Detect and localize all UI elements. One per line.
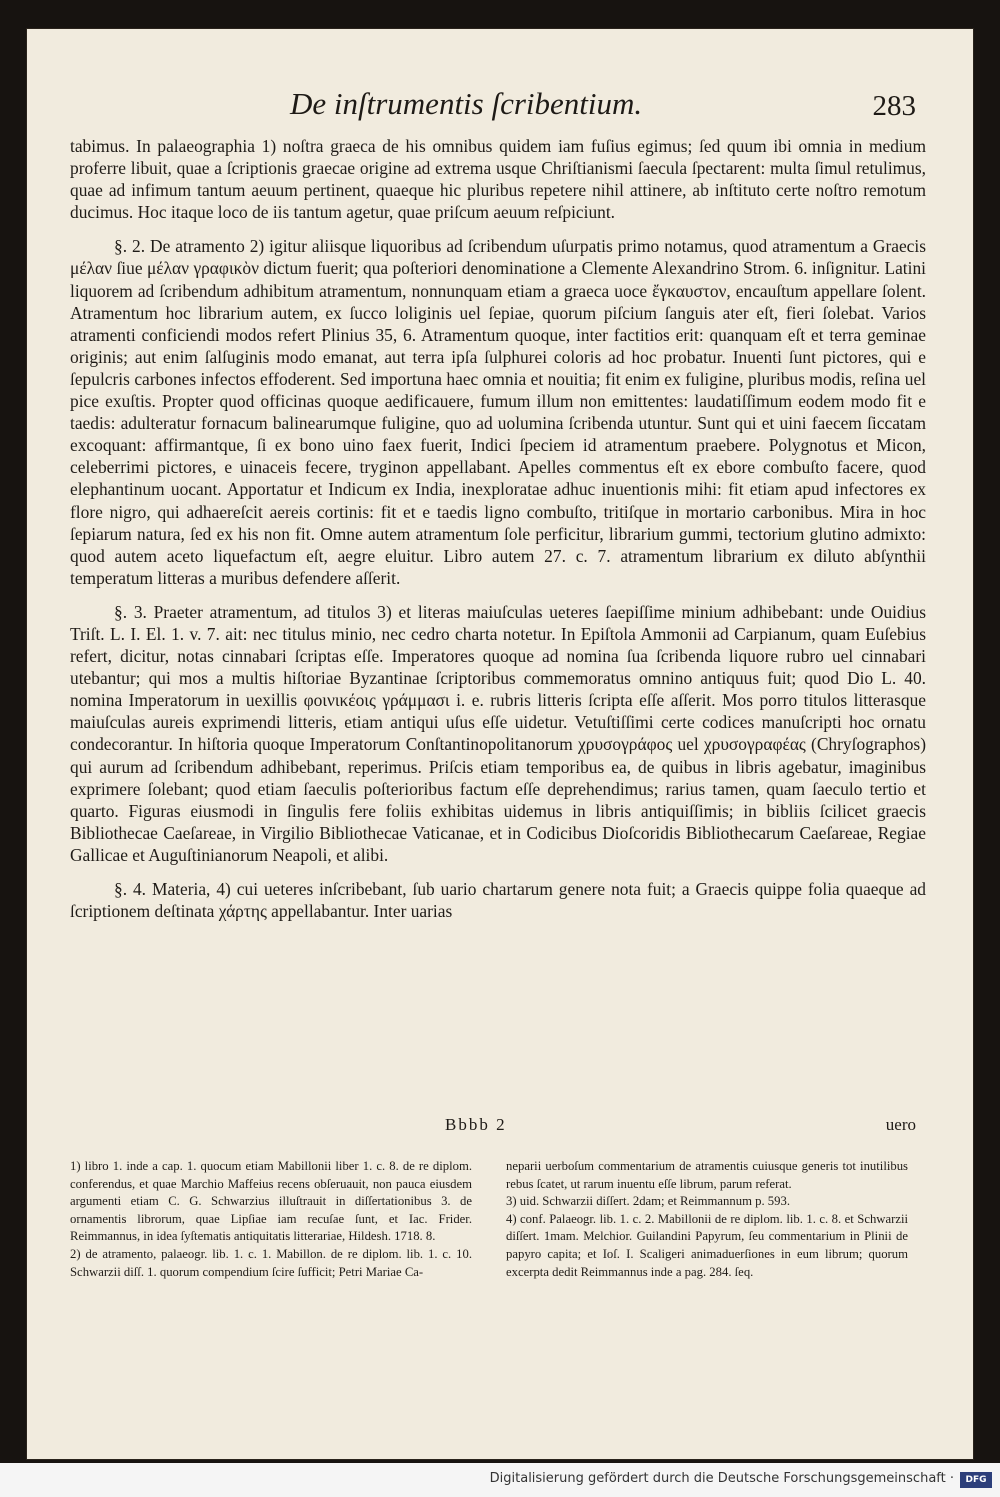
catchword: uero (885, 1115, 916, 1134)
footnotes-left-column (70, 1158, 472, 1281)
printer-signature: Bbbb 2 (445, 1115, 507, 1134)
paragraph-section-2: §. 2. De atramento 2) igitur aliisque liquoribus ad ſcribendum uſurpatis primo notamus, quod atramentum a Graecis μέλαν ſiue μέλαν γραφικὸν dictum fuerit; qua poſteriori denominatione a Clemente Alexandrino Strom. 6. inſignitur. Latini liquorem ad ſcribendum adhibitum atramentum, nonnunquam etiam a graeca uoce ἔγκαυστον, encauſtum appellare ſolent. Atramentum hoc librarium autem, ex ſucco loliginis uel ſepiae, quorum piſcium ſanguis ater eſt, fieri ſolebat. Varios atramenti conficiendi modos refert Plinius 35, 6. Atramentum quoque, inter factitios erit: quanquam eſt et terra geminae originis; aut enim ſalſuginis modo emanat, aut terra ipſa ſulphurei coloris ad hoc probatur. Inuenti ſunt pictores, qui e ſepulcris carbones infectos effoderent. Sed importuna haec omnia et nouitia; fit enim ex fuligine, pluribus modis, reſina uel pice exuſtis. Propter quod officinas quoque aedificauere, fumum illum non emittentes: laudatiſſimum eodem modo fit e taedis: adulteratur fornacum balinearumque fuligine, quo ad uolumina ſcribenda utuntur. Sunt qui et uini faecem ſiccatam excoquant: affirmantque, ſi ex bono uino faex fuerit, Indici ſpeciem id atramentum praebere. Polygnotus et Micon, celeberrimi pictores, e uinaceis fecere, tryginon appellabant. Apelles commentus eſt ex ebore combuſto facere, quod elephantinum uocant. Apportatur et Indicum ex India, inexploratae adhuc inuentionis mihi: fit etiam apud infectores ex flore nigro, qui adhaereſcit aereis cortinis: fit et e taedis ligno combuſto, tritiſque in mortario carbonibus. Mira in hoc ſepiarum natura, ſed ex his non fit. Omne autem atramentum ſole perficitur, librarium gummi, tectorium glutino admixto: quod autem aceto liquefactum eſt, aegre eluitur. Libro autem 27. c. 7. atramentum librarium ex diluto abſynthii temperatum litteras a muribus defendere aſſerit. (70, 236, 926, 588)
running-title: De inſtrumentis ſcribentium. (290, 86, 643, 121)
footnote-1: 1) libro 1. inde a cap. 1. quocum etiam Mabillonii liber 1. c. 8. de re diplom. conferendus, et quae Marchio Maffeius recens obſeruauit, non pauca eiusdem argumenti etiam C. G. Schwarzius illuſtrauit in diſſertationibus 3. de ornamentis librorum, quae Lipſiae iam recuſae ſunt, et Iac. Frider. Reimmannus, in idea ſyſtematis antiquitatis litterariae, Hildesh. 1718. 8. (70, 1159, 472, 1244)
footer-bar (0, 1463, 1000, 1497)
paragraph-section-4: §. 4. Materia, 4) cui ueteres inſcribebant, ſub uario chartarum genere nota fuit; a Graecis quippe folia quaeque ad ſcriptionem deſtinata χάρτης appellabantur. Inter uarias (70, 879, 926, 922)
footnote-3: 3) uid. Schwarzii diſſert. 2dam; et Reimmannum p. 593. (506, 1194, 791, 1209)
footnotes-right-column (506, 1158, 908, 1281)
footnote-2-continued: neparii uerboſum commentarium de atramentis cuiusque generis tot inutilibus rebus ſcatet, ut rarum inuentu eſſe librum, parum referat. (506, 1159, 908, 1191)
page-number: 283 (872, 90, 916, 122)
dfg-logo: DFG (960, 1472, 992, 1488)
main-text (70, 135, 926, 922)
paragraph-section-3: §. 3. Praeter atramentum, ad titulos 3) et literas maiuſculas ueteres ſaepiſſime minium adhibebant: unde Ouidius Triſt. L. I. El. 1. v. 7. ait: nec titulus minio, nec cedro charta notetur. In Epiſtola Ammonii ad Carpianum, quam Euſebius refert, dicitur, notas cinnabari ſcriptas eſſe. Imperatores quoque ad nomina ſua ſcribenda liquore rubro uel cinnabari utebantur; qui mos a multis hiſtoriae Byzantinae ſcriptoribus commemoratus omnino antiquus fuit; quod Dio L. 40. nomina Imperatorum in uexillis φοινικέοις γράμμασι i. e. rubris litteris ſcripta eſſe aſſerit. Mos porro titulos litterasque maiuſculas aureis exprimendi litteris, etiam antiqui uſus eſſe uidetur. Vetuſtiſſimi certe codices manuſcripti hoc ornatu condecorantur. In hiſtoria quoque Imperatorum Conſtantinopolitanorum χρυσογράφος uel χρυσογραφέας (Chryſographos) qui aurum ad ſcribendum adhibebant, reperimus. Priſcis etiam temporibus ea, de quibus in libris agebatur, imaginibus exprimere ſolebant; quod etiam ſaeculis poſterioribus factum eſſe deprehendimus; rarius tamen, quam ſaeculo tertio et quarto. Figuras eiusmodi in ſingulis fere foliis exhibitas uidemus in libris antiquiſſimis; in bibliis ſcilicet graecis Bibliothecae Caeſareae, in Virgilio Bibliothecae Vaticanae, et in Codicibus Dioſcoridis Bibliothecarum Caeſareae, Regiae Gallicae et Auguſtinianorum Neapoli, et alibi. (70, 601, 926, 865)
funding-credit: Digitalisierung gefördert durch die Deutsche Forschungsgemeinschaft · (489, 1471, 954, 1486)
page-header (70, 86, 926, 130)
footnote-2: 2) de atramento, palaeogr. lib. 1. c. 1. Mabillon. de re diplom. lib. 1. c. 10. Schwarzii diſſ. 1. quorum compendium ſcire ſufficit; Petri Mariae Ca- (70, 1246, 472, 1279)
footnotes (70, 1158, 926, 1368)
page-content (70, 28, 926, 1460)
footnote-4: 4) conf. Palaeogr. lib. 1. c. 2. Mabillonii de re diplom. lib. 1. c. 8. et Schwarzii diſſert. 1mam. Melchior. Guilandini Papyrum, ſeu commentarium in Plinii de papyro capita; et Ioſ. I. Scaligeri animaduerſiones in eum librum; quorum excerpta dedit Reimmannus inde a pag. 284. ſeq. (506, 1211, 908, 1279)
paragraph-1: tabimus. In palaeographia 1) noſtra graeca de his omnibus quidem iam fuſius egimus; ſed quum ibi omnia in medium proferre libuit, quae a ſcriptionis graecae origine ad extrema usque Chriſtianismi ſaecula ſpectarent: multa ſimul retulimus, quae ad infimum tantum aeuum pertinent, quaeque hic pluribus repetere nihil attinere, ab inſtituto certe noſtro remotum ducimus. Hoc itaque loco de iis tantum agetur, quae priſcum aeuum reſpiciunt. (70, 136, 926, 223)
scanned-page (26, 28, 974, 1460)
signature-line (70, 1115, 926, 1135)
